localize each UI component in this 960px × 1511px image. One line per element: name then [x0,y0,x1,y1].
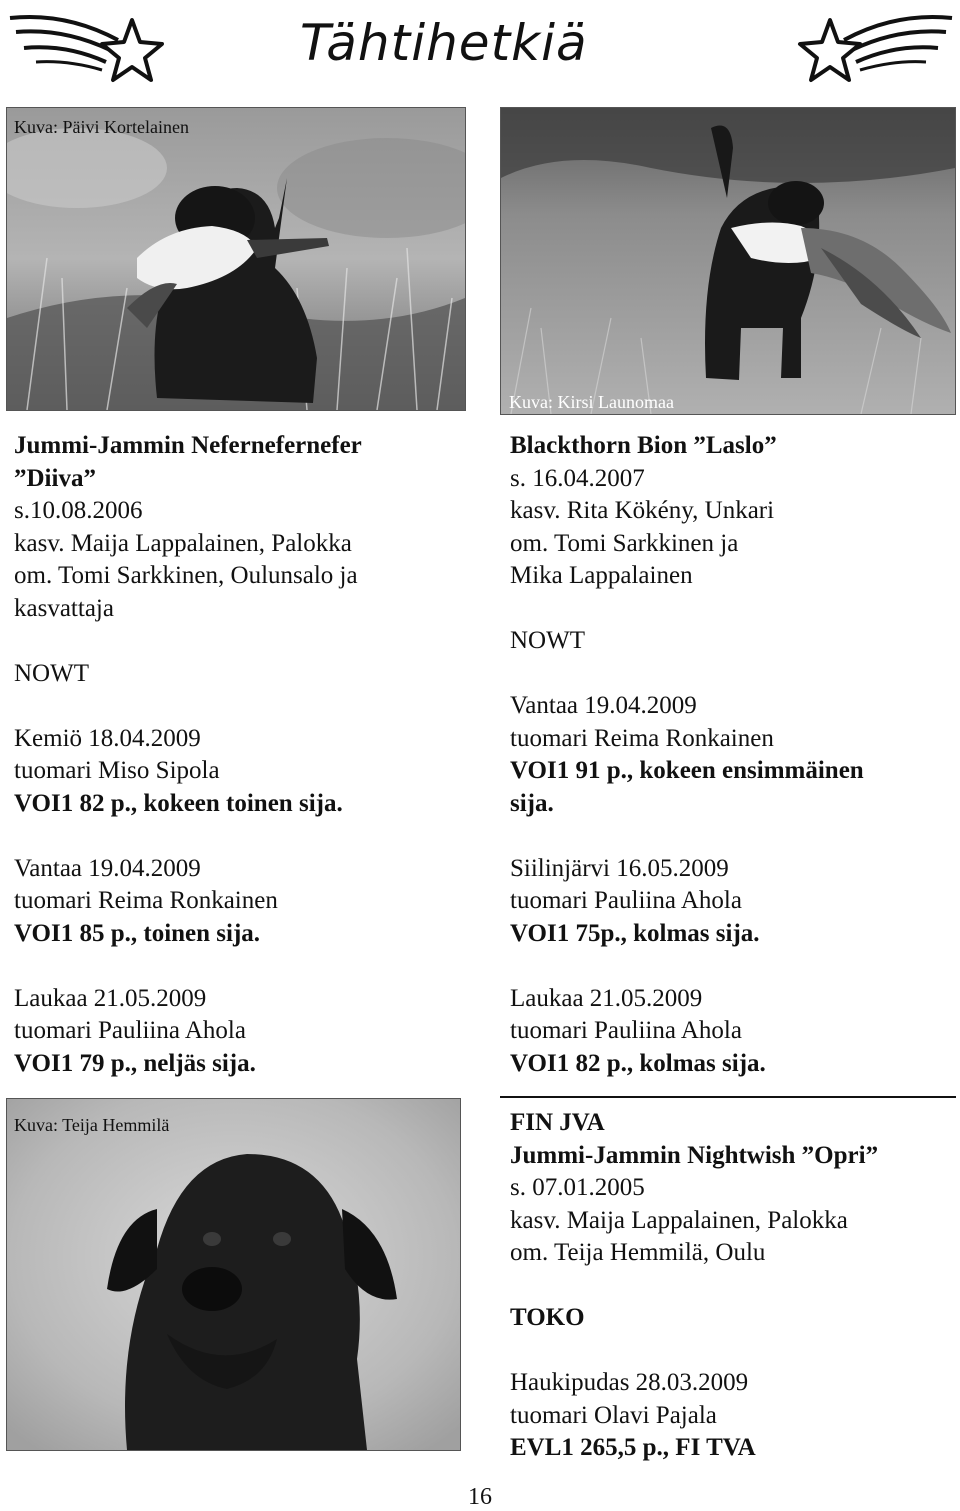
result-place: Kemiö 18.04.2009 [14,724,201,752]
birth-date: s.10.08.2006 [14,497,143,524]
result-judge: tuomari Reima Ronkainen [510,724,774,752]
breeder: kasv. Maija Lappalainen, Palokka [14,529,352,557]
right-entry [510,430,950,1080]
dog-portrait-photo [6,1098,461,1451]
result-judge: tuomari Pauliina Ahola [14,1017,246,1044]
owner: om. Tomi Sarkkinen ja [510,529,739,557]
trial-class: NOWT [510,627,585,654]
result-score: VOI1 91 p., kokeen ensimmäinen [510,757,864,784]
result-judge: tuomari Reima Ronkainen [14,887,278,914]
dog-name: Jummi-Jammin Nightwish ”Opri” [510,1141,879,1169]
result-score-continued: sija. [510,789,554,817]
owner-continued: kasvattaja [14,594,114,622]
third-entry [510,1107,950,1465]
birth-date: s. 07.01.2005 [510,1174,645,1201]
dog-retrieving-photo [6,107,466,411]
result-judge: tuomari Olavi Pajala [510,1401,717,1429]
result-score: EVL1 265,5 p., FI TVA [510,1434,756,1461]
dog-name: Jummi-Jammin Nefernefernefer [14,432,362,459]
dog-call-name: ”Diiva” [14,464,96,492]
result-judge: tuomari Miso Sipola [14,757,220,784]
trial-class: TOKO [510,1304,585,1331]
trial-class: NOWT [14,659,89,687]
result-judge: tuomari Pauliina Ahola [510,1017,742,1044]
left-entry [14,430,484,1080]
result-place: Laukaa 21.05.2009 [14,984,207,1012]
result-place: Haukipudas 28.03.2009 [510,1369,749,1396]
photo-credit-bottom-left: Kuva: Teija Hemmilä [14,1115,170,1135]
dog-name: Blackthorn Bion ”Laslo” [510,432,777,459]
owner: om. Teija Hemmilä, Oulu [510,1239,766,1266]
breeder: kasv. Rita Kökény, Unkari [510,497,775,524]
owner: om. Tomi Sarkkinen, Oulunsalo ja [14,562,358,589]
result-score: VOI1 85 p., toinen sija. [14,919,261,947]
dog-titles: FIN JVA [510,1109,605,1136]
result-place: Laukaa 21.05.2009 [510,984,703,1012]
result-place: Siilinjärvi 16.05.2009 [510,854,729,882]
result-score: VOI1 82 p., kokeen toinen sija. [14,789,343,817]
result-score: VOI1 75p., kolmas sija. [510,919,760,947]
photo-credit-top-right: Kuva: Kirsi Launomaa [509,392,674,412]
section-divider [500,1096,956,1098]
photo-credit-top-left: Kuva: Päivi Kortelainen [14,117,189,137]
shooting-star-icon [6,4,166,96]
result-score: VOI1 79 p., neljäs sija. [14,1049,256,1077]
owner-continued: Mika Lappalainen [510,562,693,589]
result-place: Vantaa 19.04.2009 [510,692,697,719]
result-judge: tuomari Pauliina Ahola [510,887,742,914]
page-number: 16 [468,1484,492,1510]
dog-with-pheasant-photo [500,107,956,415]
breeder: kasv. Maija Lappalainen, Palokka [510,1206,848,1234]
shooting-star-icon [796,4,956,96]
page-title: Tähtihetkiä [300,14,588,72]
result-score: VOI1 82 p., kolmas sija. [510,1049,766,1077]
result-place: Vantaa 19.04.2009 [14,854,201,882]
birth-date: s. 16.04.2007 [510,464,645,492]
